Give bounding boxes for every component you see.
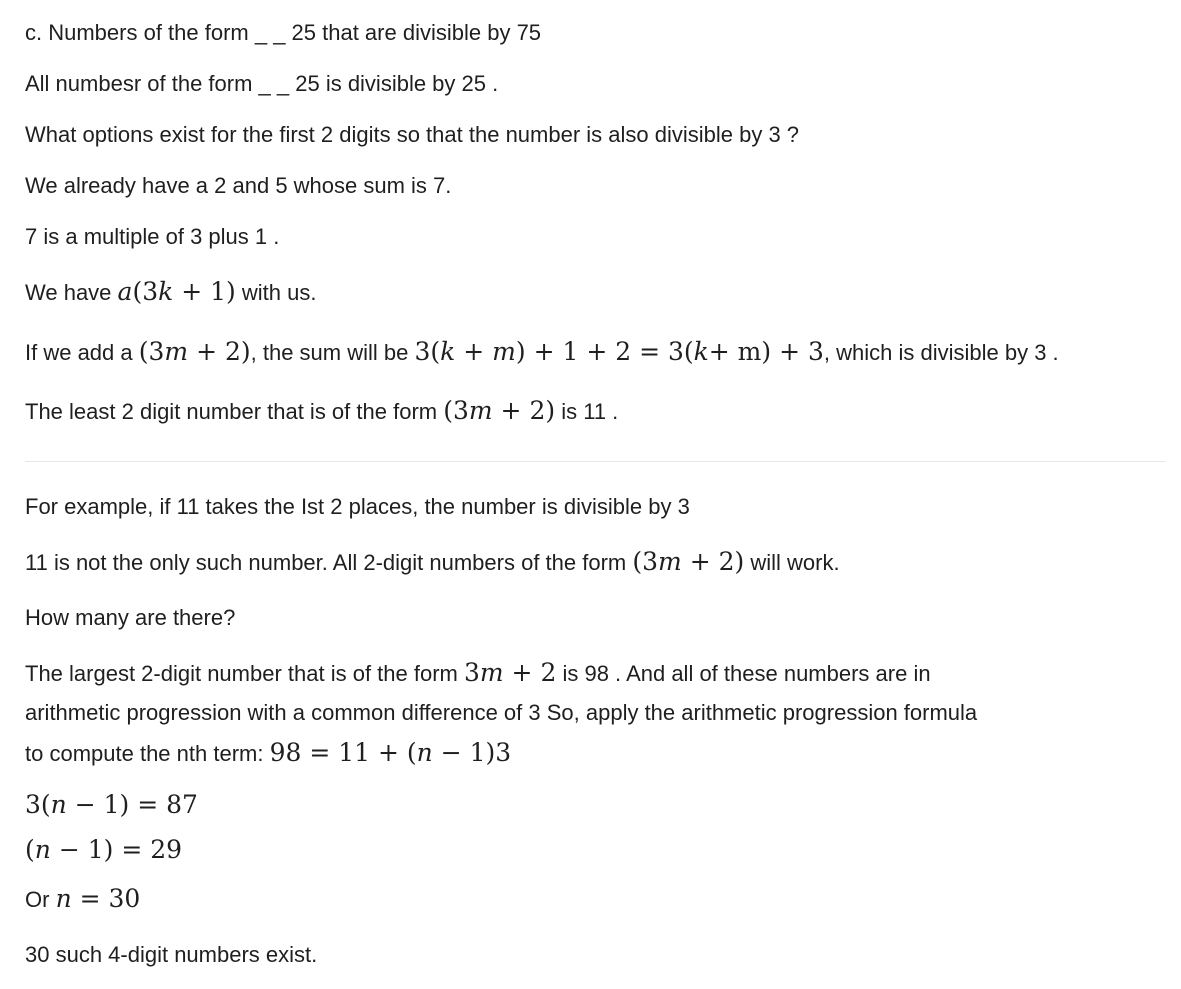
paragraph-least-2-digit: The least 2 digit number that is of the form (3m + 2) is 11 . [25,396,619,425]
paragraph-largest-line-1: The largest 2-digit number that is of the form 3m + 2 is 98 . And all of these numbers are in [25,658,931,687]
paragraph-multiple-of-3: 7 is a multiple of 3 plus 1 . [25,224,280,249]
paragraph-we-have [25,277,316,308]
paragraph-example-11: For example, if 11 takes the Ist 2 places, the number is divisible by 3 [25,494,690,519]
math-expression: a(3k + 1) [117,277,236,306]
math-expression: 3(k + m) + 1 + 2 = 3(k+ m) + 3 [414,337,824,366]
math-expression: 98 = 11 + (n − 1)3 [269,738,512,767]
paragraph-add-3m-plus-2: If we add a (3m + 2), the sum will be 3(k + m) + 1 + 2 = 3(k+ m) + 3, which is divisible by 3 . [25,337,1059,366]
paragraph-not-only-11: 11 is not the only such number. All 2-digit numbers of the form (3m + 2) will work. [25,547,840,576]
equation-3: Or n = 30 [25,884,141,913]
equation-2: (n − 1) = 29 [25,835,183,864]
math-expression: 3m + 2 [463,658,557,687]
section-heading: c. Numbers of the form _ _ 25 that are divisible by 75 [25,20,542,45]
paragraph-divisible-by-25: All numbesr of the form _ _ 25 is divisible by 25 . [25,71,499,96]
text: with us. [235,280,317,305]
paragraph-largest-line-2: arithmetic progression with a common difference of 3 So, apply the arithmetic progression formula [25,700,978,725]
paragraph-sum-is-7: We already have a 2 and 5 whose sum is 7. [25,173,452,198]
paragraph-how-many: How many are there? [25,605,236,630]
paragraph-question-divisible-by-3: What options exist for the first 2 digits so that the number is also divisible by 3 ? [25,122,800,147]
conclusion: 30 such 4-digit numbers exist. [25,942,318,967]
paragraph-largest-line-3: to compute the nth term: 98 = 11 + (n − 1)3 [25,738,512,767]
math-expression: (3m + 2) [443,396,556,425]
math-expression: (3m + 2) [138,337,251,366]
section-divider [25,461,1165,462]
math-expression: n = 30 [55,884,141,913]
equation-1: 3(n − 1) = 87 [25,790,198,819]
text: We have [25,280,118,305]
math-expression: (3m + 2) [632,547,745,576]
